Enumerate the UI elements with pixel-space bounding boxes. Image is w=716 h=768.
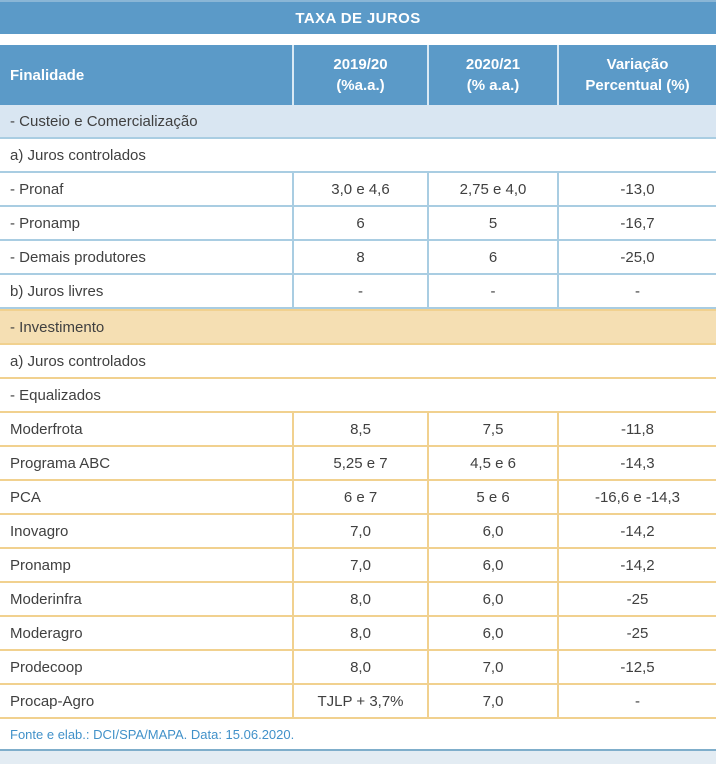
- value-2019-20: 6 e 7: [292, 481, 427, 513]
- subsection-row-juros-controlados-inv: [0, 345, 716, 379]
- custeio-section: [0, 105, 716, 309]
- value-2019-20: 8: [292, 241, 427, 273]
- row-label: Moderagro: [10, 624, 83, 642]
- table-row-pronamp-inv: [0, 549, 716, 583]
- value-variacao: -12,5: [557, 651, 716, 683]
- value-variacao: -: [557, 275, 716, 307]
- value-2020-21: 6,0: [427, 583, 557, 615]
- table-row-programa-abc: [0, 447, 716, 481]
- value-2020-21: 7,0: [427, 651, 557, 683]
- row-label: Pronamp: [10, 556, 71, 574]
- value-2019-20: 7,0: [292, 515, 427, 547]
- value-variacao: -13,0: [557, 173, 716, 205]
- table-row-pca: [0, 481, 716, 515]
- value-2020-21: 5 e 6: [427, 481, 557, 513]
- section-row-custeio: [0, 105, 716, 139]
- value-variacao: -25: [557, 617, 716, 649]
- value-2019-20: 8,0: [292, 617, 427, 649]
- value-2020-21: 5: [427, 207, 557, 239]
- table-row-pronamp-custeio: [0, 207, 716, 241]
- table-row-inovagro: [0, 515, 716, 549]
- value-2019-20: 8,0: [292, 583, 427, 615]
- value-2019-20: TJLP + 3,7%: [292, 685, 427, 717]
- investimento-section: [0, 309, 716, 719]
- row-label: Programa ABC: [10, 454, 111, 472]
- table-row-juros-livres: [0, 275, 716, 309]
- table-row-moderinfra: [0, 583, 716, 617]
- value-2020-21: 6: [427, 241, 557, 273]
- table-row-prodecoop: [0, 651, 716, 685]
- value-2020-21: 4,5 e 6: [427, 447, 557, 479]
- value-2019-20: 7,0: [292, 549, 427, 581]
- value-2019-20: 3,0 e 4,6: [292, 173, 427, 205]
- source-note: Fonte e elab.: DCI/SPA/MAPA. Data: 15.06.2020.: [0, 719, 716, 749]
- section-row-investimento: [0, 309, 716, 345]
- value-variacao: -14,2: [557, 515, 716, 547]
- bottom-strip: [0, 751, 716, 764]
- table-row-demais-produtores: [0, 241, 716, 275]
- subsection-row-equalizados: [0, 379, 716, 413]
- row-label: b) Juros livres: [10, 282, 104, 300]
- row-label: - Demais produtores: [10, 248, 146, 266]
- value-2020-21: 6,0: [427, 515, 557, 547]
- value-2019-20: 8,5: [292, 413, 427, 445]
- value-variacao: -: [557, 685, 716, 717]
- value-2020-21: 6,0: [427, 617, 557, 649]
- value-2019-20: 8,0: [292, 651, 427, 683]
- value-variacao: -16,7: [557, 207, 716, 239]
- value-2019-20: -: [292, 275, 427, 307]
- value-variacao: -14,2: [557, 549, 716, 581]
- column-header-finalidade: Finalidade: [10, 66, 85, 84]
- row-label: - Pronaf: [10, 180, 64, 198]
- table-header-row: [0, 45, 716, 105]
- value-2020-21: 7,0: [427, 685, 557, 717]
- table-row-pronaf: [0, 173, 716, 207]
- page-title: TAXA DE JUROS: [295, 9, 421, 27]
- value-variacao: -16,6 e -14,3: [557, 481, 716, 513]
- row-label: Procap-Agro: [10, 692, 95, 710]
- value-variacao: -11,8: [557, 413, 716, 445]
- subsection-row-juros-controlados: [0, 139, 716, 173]
- row-label: Moderinfra: [10, 590, 82, 608]
- value-2020-21: 7,5: [427, 413, 557, 445]
- row-label: Inovagro: [10, 522, 69, 540]
- value-2019-20: 6: [292, 207, 427, 239]
- value-variacao: -25,0: [557, 241, 716, 273]
- value-2020-21: -: [427, 275, 557, 307]
- subsection-label: a) Juros controlados: [10, 352, 146, 370]
- section-label: - Custeio e Comercialização: [10, 112, 198, 130]
- row-label: PCA: [10, 488, 41, 506]
- value-2020-21: 6,0: [427, 549, 557, 581]
- value-2019-20: 5,25 e 7: [292, 447, 427, 479]
- subsection-label: a) Juros controlados: [10, 146, 146, 164]
- row-label: Moderfrota: [10, 420, 83, 438]
- subsection-label: - Equalizados: [10, 386, 101, 404]
- value-variacao: -25: [557, 583, 716, 615]
- column-header-2020-21: 2020/21 (% a.a.): [427, 45, 557, 105]
- column-header-2019-20: 2019/20 (%a.a.): [292, 45, 427, 105]
- row-label: Prodecoop: [10, 658, 83, 676]
- value-variacao: -14,3: [557, 447, 716, 479]
- table-row-moderfrota: [0, 413, 716, 447]
- value-2020-21: 2,75 e 4,0: [427, 173, 557, 205]
- table-row-procap-agro: [0, 685, 716, 719]
- column-header-variacao: Variação Percentual (%): [557, 45, 716, 105]
- table-title-bar: [0, 0, 716, 34]
- title-header-gap: [0, 34, 716, 45]
- section-label: - Investimento: [10, 318, 105, 336]
- table-row-moderagro: [0, 617, 716, 651]
- row-label: - Pronamp: [10, 214, 81, 232]
